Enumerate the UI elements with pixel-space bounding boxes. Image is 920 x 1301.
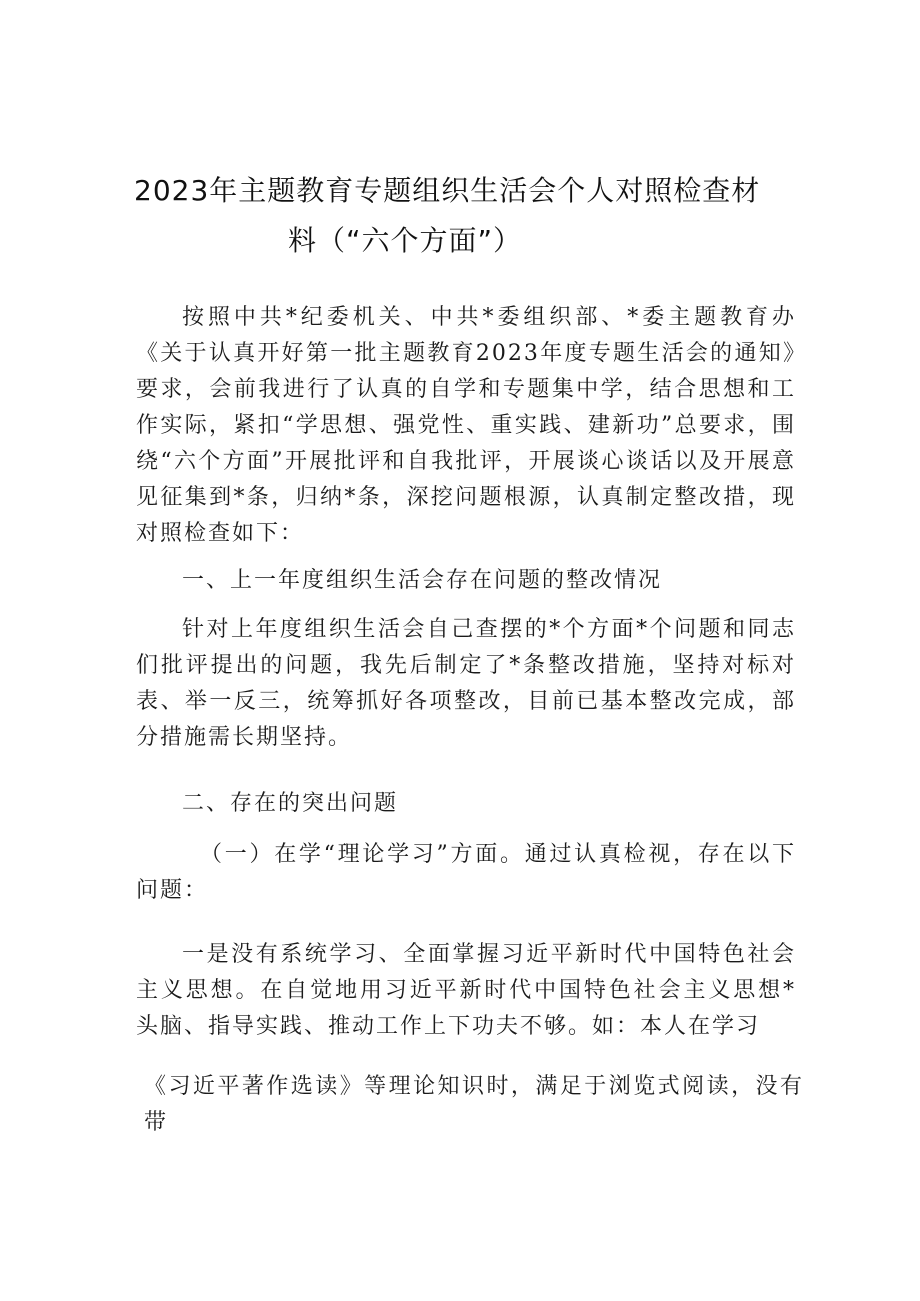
intro-paragraph-block <box>136 300 796 552</box>
subheading-1: （一）在学“理论学习”方面。通过认真检视，存在以下问题： <box>136 842 796 903</box>
rectification-paragraph-block <box>136 612 796 756</box>
section-heading-2-block <box>136 786 796 822</box>
subheading-1-block <box>136 837 796 909</box>
title-line-1: 2023年主题教育专题组织生活会个人对照检查材 <box>134 174 761 207</box>
intro-paragraph: 按照中共*纪委机关、中共*委组织部、*委主题教育办《关于认真开好第一批主题教育2023年度专题生活会的通知》要求，会前我进行了认真的自学和专题集中学，结合思想和工作实际，紧扣“学思想、强党性、重实践、建新功”总要求，围绕“六个方面”开展批评和自我批评，开展谈心谈话以及开展意见征集到*条，归纳*条，深挖问题根源，认真制定整改措，现对照检查如下： <box>136 305 796 546</box>
document-title <box>100 166 820 266</box>
title-line-2: 料（“六个方面”） <box>288 224 523 257</box>
continuation-paragraph: 《习近平著作选读》等理论知识时，满足于浏览式阅读，没有带 <box>144 1074 804 1135</box>
problem-paragraph: 一是没有系统学习、全面掌握习近平新时代中国特色社会主义思想。在自觉地用习近平新时代中国特色社会主义思想*头脑、指导实践、推动工作上下功夫不够。如：本人在学习 <box>136 942 796 1039</box>
section-heading-1-block <box>136 563 796 599</box>
rectification-paragraph: 针对上年度组织生活会自己查摆的*个方面*个问题和同志们批评提出的问题，我先后制定了*条整改措施，坚持对标对表、举一反三，统筹抓好各项整改，目前已基本整改完成，部分措施需长期坚持。 <box>136 617 796 750</box>
continuation-paragraph-block <box>144 1069 804 1141</box>
problem-paragraph-block <box>136 937 796 1045</box>
section-heading-1: 一、上一年度组织生活会存在问题的整改情况 <box>182 568 663 593</box>
section-heading-2: 二、存在的突出问题 <box>182 791 399 816</box>
